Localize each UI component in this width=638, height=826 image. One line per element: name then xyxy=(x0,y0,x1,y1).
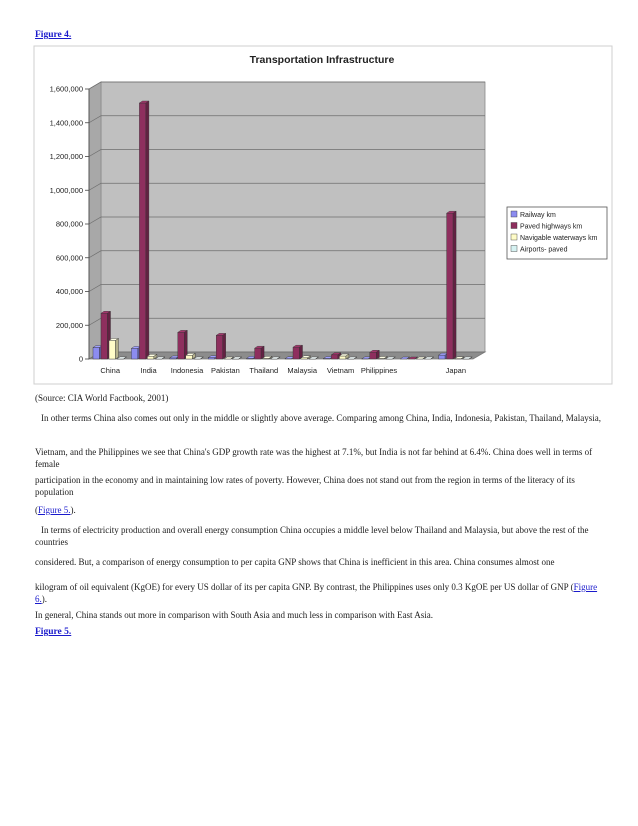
bar xyxy=(93,348,100,359)
x-tick-label: Philippines xyxy=(360,366,398,375)
bar xyxy=(139,103,146,359)
bar xyxy=(109,340,116,359)
bar-side xyxy=(146,101,149,359)
paragraph-2: Vietnam, and the Philippines we see that China's GDP growth rate was the highest at 7.1%, but India is not far behind at 6.4%. China does well in terms of female xyxy=(35,447,593,470)
paragraph-5: In terms of electricity production and overall energy consumption China occupies a middle level below Thailand and Malaysia, but above the rest of the countries xyxy=(35,525,589,548)
legend-swatch xyxy=(511,211,517,217)
chart-svg xyxy=(33,45,613,385)
paragraph-6: considered. But, a comparison of energy consumption to per capita GNP shows that China is inefficient in this area. China consumes almost one xyxy=(35,557,555,567)
y-tick-label: 1,600,000 xyxy=(49,84,83,94)
bar xyxy=(439,355,446,359)
chart-title: Transportation Infrastructure xyxy=(249,54,395,66)
x-tick-label: India xyxy=(140,366,157,375)
figure-5-inline-link[interactable]: Figure 5. xyxy=(38,505,71,515)
y-tick-label: 200,000 xyxy=(55,320,83,330)
legend-swatch xyxy=(511,234,517,240)
bar xyxy=(339,356,346,359)
y-tick-label: 0 xyxy=(78,354,83,364)
bar xyxy=(216,335,223,359)
x-tick-label: Pakistan xyxy=(211,366,240,375)
figure-6-inline-link[interactable]: Figure 6. xyxy=(35,582,598,605)
x-tick-label: Thailand xyxy=(249,366,279,375)
paragraph-7-text: kilogram of oil equivalent (KgOE) for every US dollar of its per capita GNP. By contrast, the Philippines uses only 0.3 KgOE per US dollar of GNP ( xyxy=(35,582,574,592)
figure-4-link[interactable]: Figure 4. xyxy=(35,30,72,40)
paren-open: ( xyxy=(35,505,38,515)
paragraph-4 xyxy=(35,504,607,516)
bar xyxy=(370,352,377,359)
bar xyxy=(147,356,154,359)
paragraph-7 xyxy=(35,581,607,605)
bar xyxy=(178,332,185,359)
y-tick-label: 600,000 xyxy=(55,253,83,263)
bar xyxy=(255,348,262,359)
bar-side xyxy=(223,333,226,359)
bar-side xyxy=(261,346,264,359)
bar xyxy=(293,347,300,359)
source-citation: (Source: CIA World Factbook, 2001) xyxy=(35,393,169,403)
bar xyxy=(186,355,193,359)
legend-swatch xyxy=(511,223,517,229)
x-tick-label: Vietnam xyxy=(326,366,355,375)
paragraph-3: participation in the economy and in maintaining low rates of poverty. However, China does not stand out from the region in terms of the literacy of its population xyxy=(35,475,575,498)
y-tick-label: 400,000 xyxy=(55,287,83,296)
bar xyxy=(331,355,338,359)
y-tick-label: 1,200,000 xyxy=(49,152,83,161)
x-tick-label: China xyxy=(100,366,121,375)
legend-label: Paved highways km xyxy=(520,223,583,231)
y-tick-label: 1,000,000 xyxy=(49,185,83,195)
legend-label: Navigable waterways km xyxy=(520,235,598,242)
x-tick-label: Malaysia xyxy=(287,366,317,375)
transportation-chart xyxy=(33,45,613,385)
legend-swatch xyxy=(511,246,517,252)
legend-label: Airports- paved xyxy=(520,246,568,254)
bar-side xyxy=(116,338,119,359)
bar xyxy=(101,313,108,359)
figure-5-link[interactable]: Figure 5. xyxy=(35,627,72,637)
bar xyxy=(131,348,138,359)
y-tick-label: 800,000 xyxy=(55,219,83,229)
bar-side xyxy=(453,211,456,359)
paragraph-8: In general, China stands out more in comparison with South Asia and much less in comparison with East Asia. xyxy=(35,610,433,620)
legend-label: Railway km xyxy=(520,212,556,219)
bar xyxy=(208,358,215,359)
x-tick-label: Indonesia xyxy=(170,366,204,375)
bar xyxy=(447,213,454,359)
paragraph-7-close: ). xyxy=(41,594,47,605)
x-tick-label: Japan xyxy=(445,366,467,375)
y-tick-label: 1,400,000 xyxy=(49,118,83,128)
paragraph-1: In other terms China also comes out only in the middle or slightly above average. Comparing among China, India, Indonesia, Pakistan, Thailand, Malaysia, xyxy=(41,413,601,423)
paren-close: ). xyxy=(70,505,76,515)
